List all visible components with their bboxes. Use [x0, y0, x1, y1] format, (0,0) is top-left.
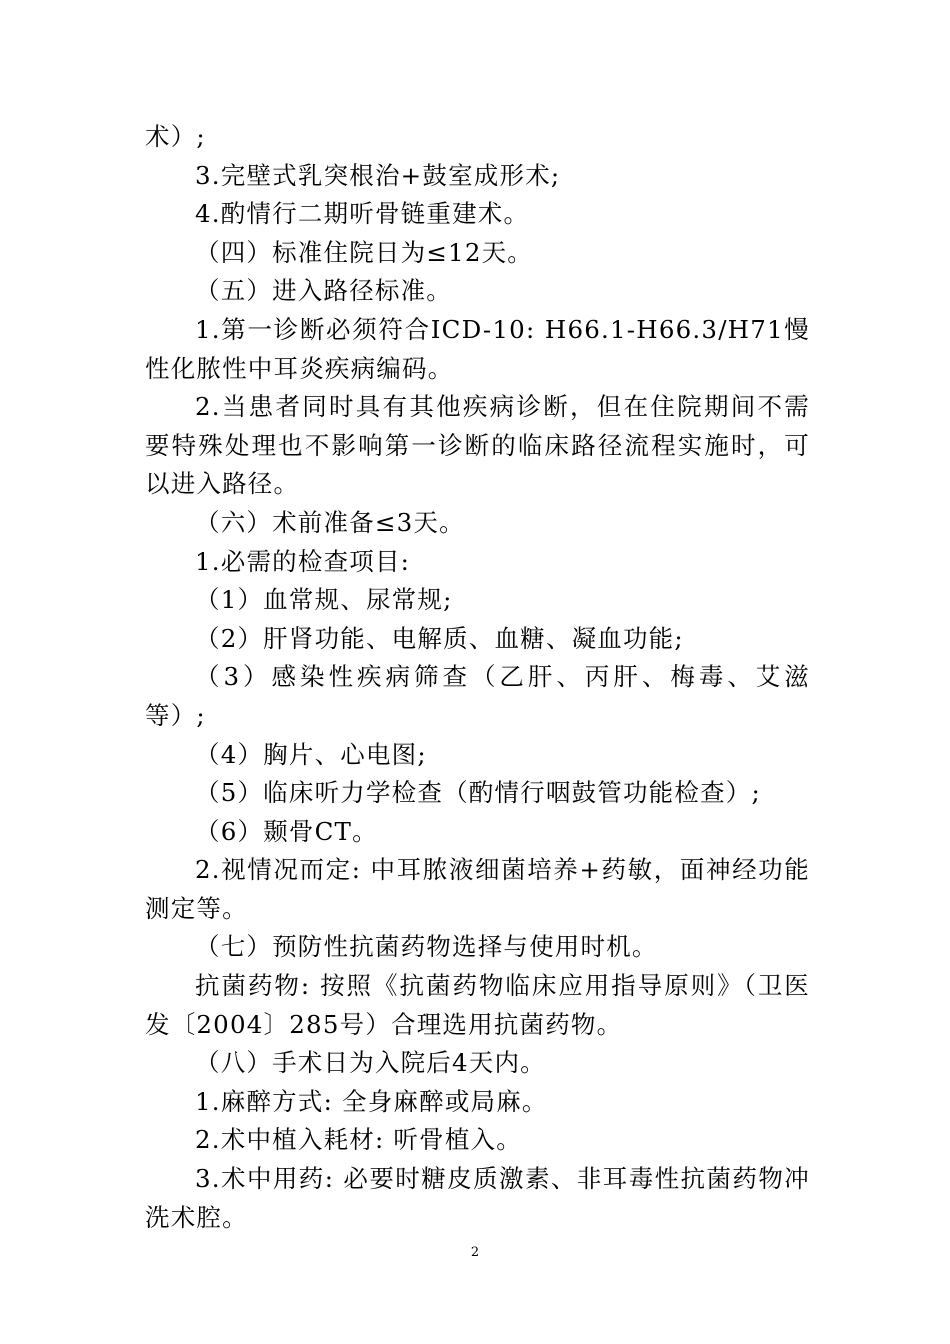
list-item: （3）感染性疾病筛查（乙肝、丙肝、梅毒、艾滋等）;	[145, 662, 810, 730]
paragraph: 1.麻醉方式: 全身麻醉或局麻。	[195, 1086, 548, 1116]
paragraph: 2.术中植入耗材: 听骨植入。	[195, 1125, 522, 1155]
section-heading: （六）术前准备≤3天。	[195, 507, 465, 537]
list-item: （6）颞骨CT。	[195, 816, 378, 846]
paragraph: 2.当患者同时具有其他疾病诊断，但在住院期间不需要特殊处理也不影响第一诊断的临床路径流程实施时，可以进入路径。	[145, 392, 810, 499]
paragraph: 1.第一诊断必须符合ICD-10: H66.1-H66.3/H71慢性化脓性中耳炎疾病编码。	[145, 314, 810, 383]
list-item: （2）肝肾功能、电解质、血糖、凝血功能;	[195, 623, 684, 653]
list-item: （1）血常规、尿常规;	[195, 585, 453, 615]
document-body	[145, 118, 810, 1237]
paragraph: 3.完壁式乳突根治+鼓室成形术;	[195, 160, 561, 190]
section-heading: （五）进入路径标准。	[195, 276, 452, 306]
section-heading: （七）预防性抗菌药物选择与使用时机。	[195, 932, 658, 962]
paragraph: 2.视情况而定: 中耳脓液细菌培养+药敏，面神经功能测定等。	[145, 855, 810, 923]
paragraph: 3.术中用药: 必要时糖皮质激素、非耳毒性抗菌药物冲洗术腔。	[145, 1164, 810, 1232]
list-item: （4）胸片、心电图;	[195, 739, 427, 769]
paragraph: 抗菌药物: 按照《抗菌药物临床应用指导原则》（卫医发〔2004〕285号）合理选用抗菌药物。	[145, 971, 810, 1039]
section-heading: （四）标准住院日为≤12天。	[195, 237, 534, 267]
paragraph: 1.必需的检查项目:	[195, 546, 411, 576]
list-item: （5）临床听力学检查（酌情行咽鼓管功能检查）;	[195, 778, 761, 808]
paragraph: 术）;	[145, 122, 206, 151]
paragraph: 4.酌情行二期听骨链重建术。	[195, 199, 530, 229]
section-heading: （八）手术日为入院后4天内。	[195, 1048, 546, 1078]
page-number: 2	[470, 1245, 480, 1260]
